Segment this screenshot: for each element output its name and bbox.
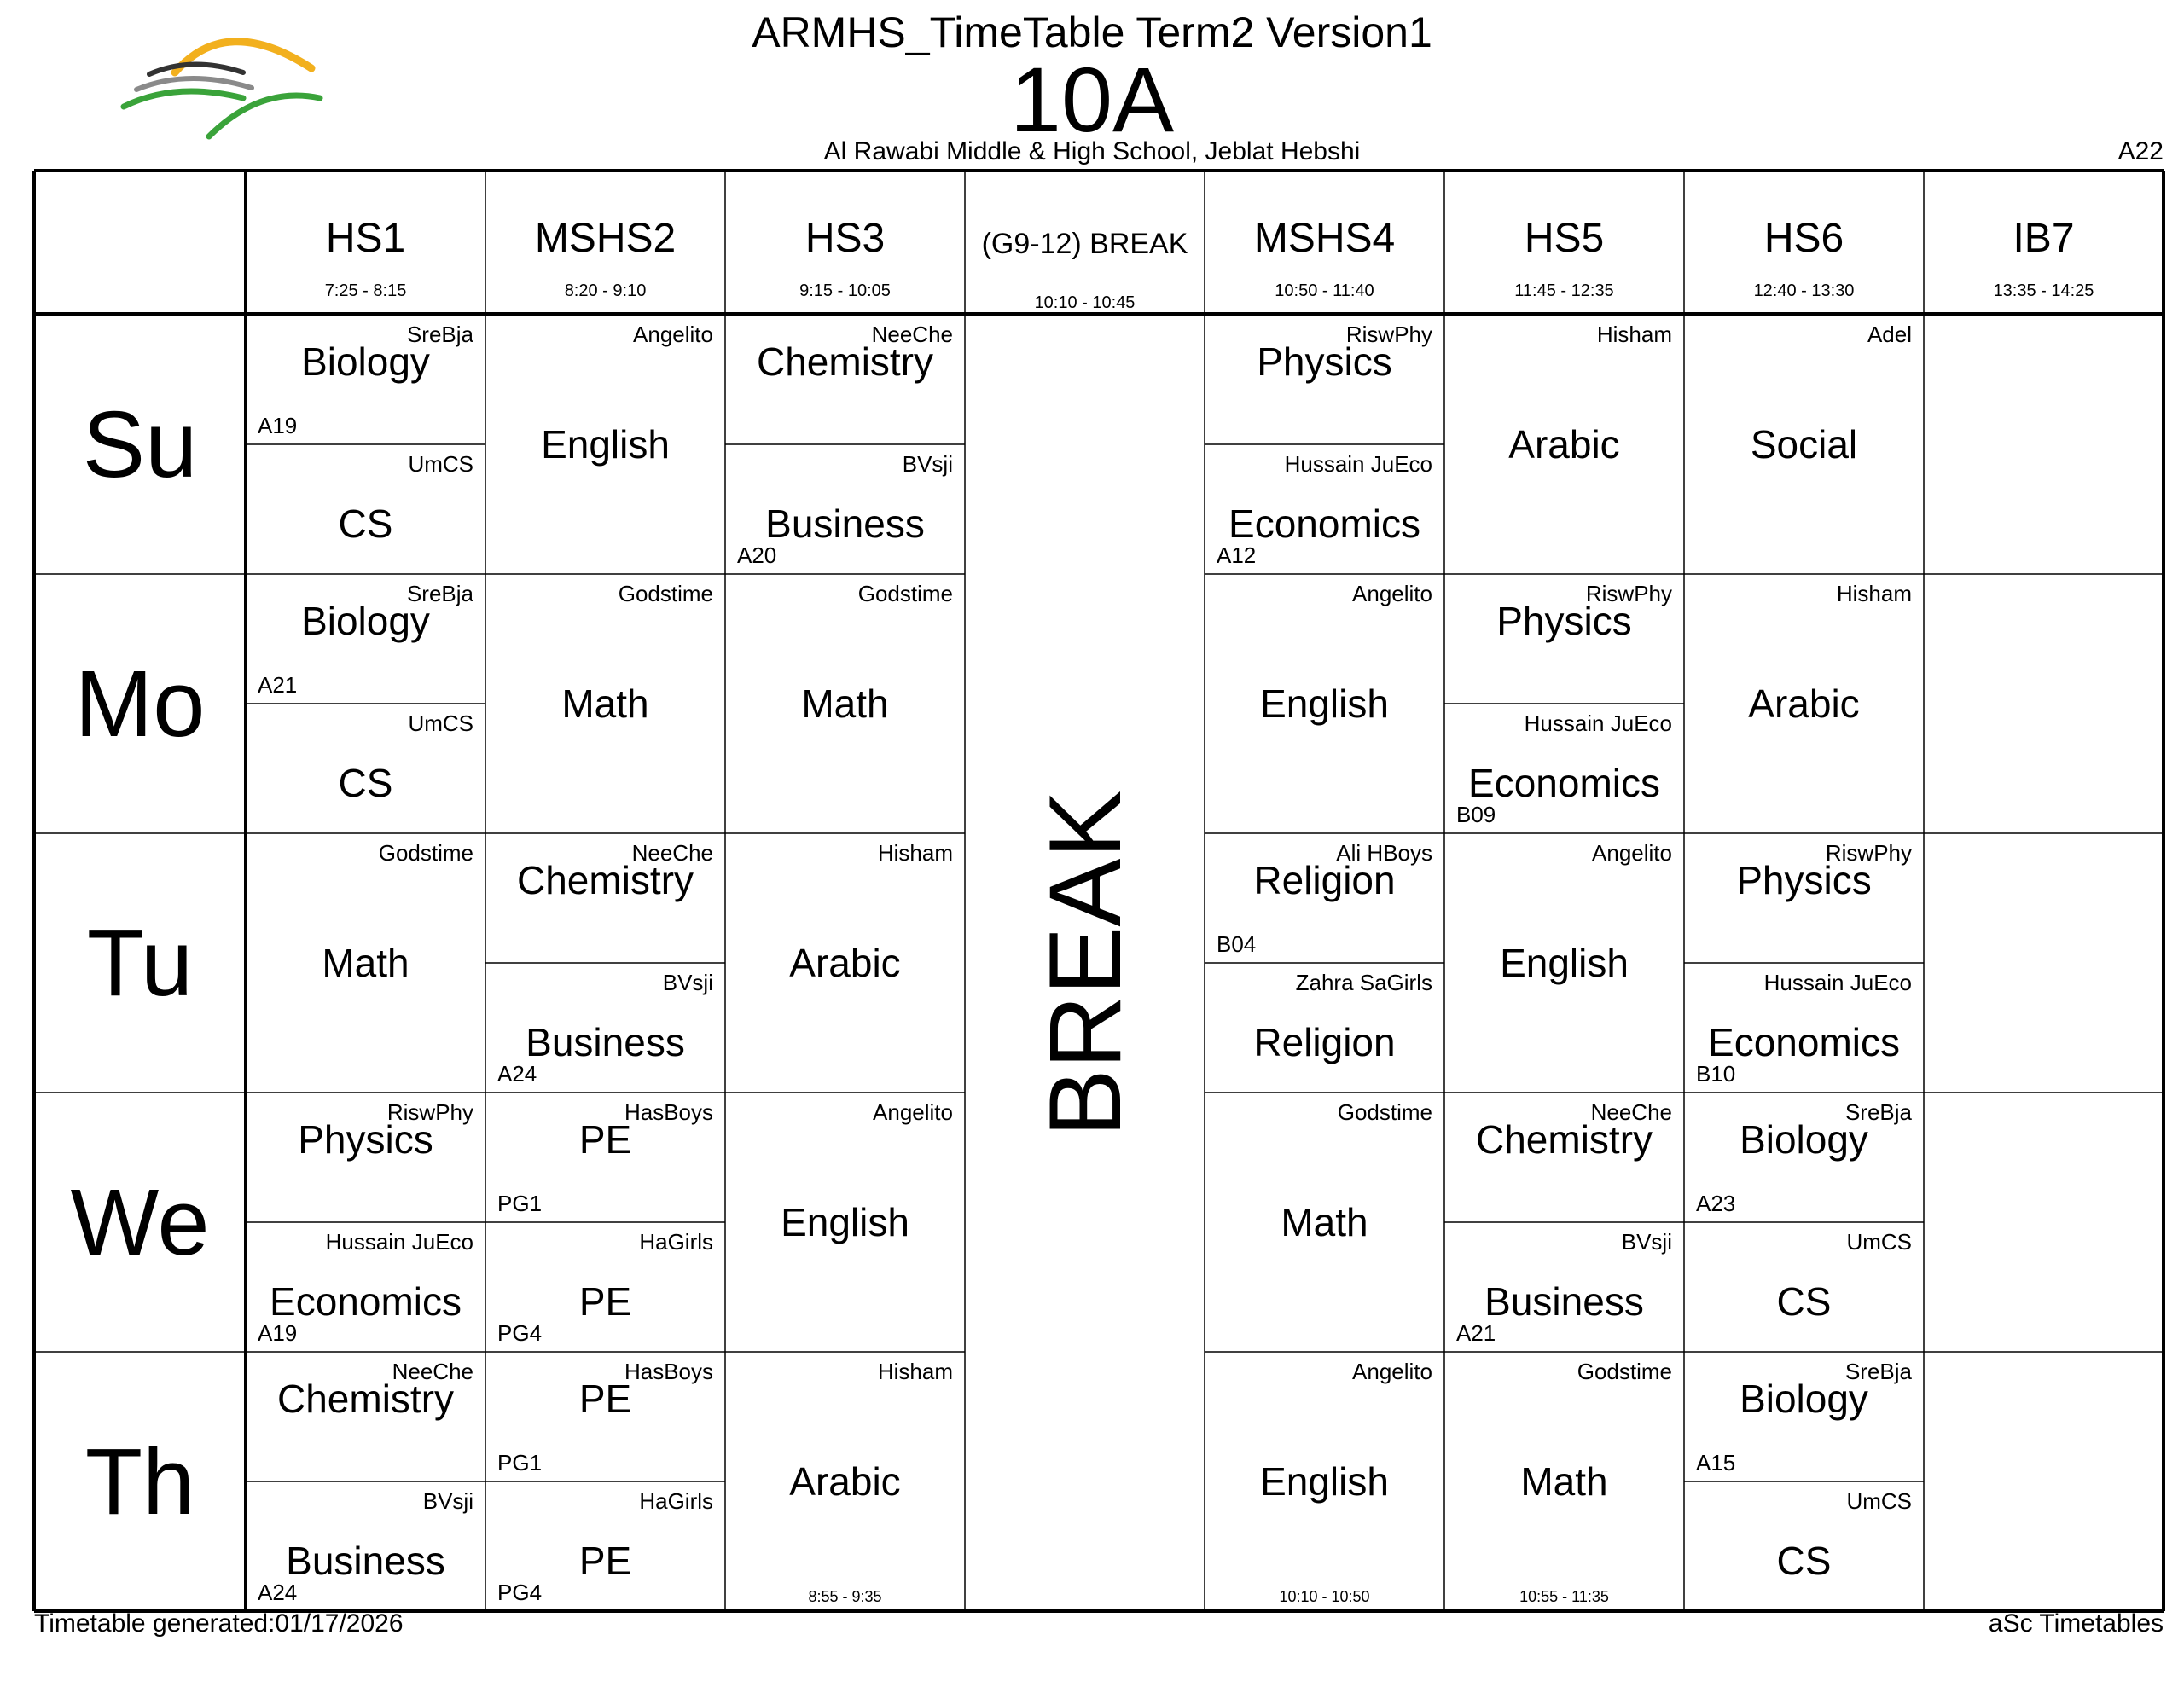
lesson-cell[interactable] xyxy=(1205,833,1444,963)
lesson-teacher: Godstime xyxy=(618,581,713,606)
lesson-cell[interactable] xyxy=(246,1093,485,1222)
lesson-teacher: RiswPhy xyxy=(1825,840,1912,866)
period-name: HS3 xyxy=(804,216,886,261)
lesson-subject: English xyxy=(541,422,670,467)
lesson-subject: Economics xyxy=(1228,501,1420,546)
lesson-room: A21 xyxy=(1456,1320,1496,1346)
lesson-subject: Social xyxy=(1750,422,1858,467)
lesson-cell[interactable] xyxy=(725,1352,965,1611)
period-time: 9:15 - 10:05 xyxy=(799,281,891,300)
lesson-subject: Economics xyxy=(1708,1020,1900,1064)
lesson-teacher: RiswPhy xyxy=(1585,581,1672,606)
lesson-teacher: Hisham xyxy=(1836,581,1912,606)
lesson-teacher: Zahra SaGirls xyxy=(1295,970,1432,995)
lesson-room: B10 xyxy=(1696,1061,1736,1087)
lesson-subject: Math xyxy=(322,941,410,985)
lesson-room: A24 xyxy=(258,1580,298,1605)
lesson-room: A12 xyxy=(1217,542,1257,568)
lesson-teacher: Angelito xyxy=(1352,1359,1432,1384)
lesson-teacher: Ali HBoys xyxy=(1336,840,1432,866)
period-time: 7:25 - 8:15 xyxy=(324,281,407,300)
lesson-cell[interactable] xyxy=(246,1222,485,1352)
lesson-cell[interactable] xyxy=(246,1481,485,1611)
lesson-cell[interactable] xyxy=(1444,704,1684,833)
lesson-subject: Biology xyxy=(301,339,430,384)
lesson-cell[interactable] xyxy=(1684,1352,1924,1481)
brand-label: aSc Timetables xyxy=(1988,1609,2164,1638)
lesson-subject: CS xyxy=(1776,1539,1832,1583)
lesson-subject: English xyxy=(1260,1459,1389,1504)
day-label-th: Th xyxy=(84,1429,195,1534)
lesson-subject: Physics xyxy=(298,1117,433,1162)
lesson-teacher: Hussain JuEco xyxy=(1524,710,1672,736)
lesson-teacher: Angelito xyxy=(1592,840,1672,866)
lesson-room: PG1 xyxy=(497,1191,543,1216)
lesson-time: 8:55 - 9:35 xyxy=(808,1588,882,1605)
lesson-subject: Arabic xyxy=(789,941,901,985)
lesson-subject: Chemistry xyxy=(516,858,694,902)
lesson-teacher: Godstime xyxy=(1577,1359,1672,1384)
lesson-cell[interactable] xyxy=(1444,1222,1684,1352)
lesson-teacher: Hussain JuEco xyxy=(325,1229,473,1255)
lesson-room: A15 xyxy=(1696,1450,1736,1475)
break-label: BREAK xyxy=(1027,790,1142,1138)
lesson-subject: English xyxy=(1260,681,1389,726)
lesson-subject: Physics xyxy=(1496,599,1632,643)
lesson-subject: PE xyxy=(578,1279,632,1324)
day-label-we: We xyxy=(70,1169,210,1275)
lesson-room: A19 xyxy=(258,413,298,438)
lesson-cell[interactable] xyxy=(1684,963,1924,1093)
lesson-cell[interactable] xyxy=(1444,833,1684,1093)
lesson-cell[interactable] xyxy=(1684,315,1924,574)
lesson-teacher: RiswPhy xyxy=(1345,322,1432,347)
lesson-subject: Chemistry xyxy=(1475,1117,1653,1162)
lesson-subject: PE xyxy=(578,1117,632,1162)
lesson-teacher: BVsji xyxy=(1621,1229,1672,1255)
lesson-teacher: Hisham xyxy=(877,1359,953,1384)
period-name: HS6 xyxy=(1763,216,1844,261)
lesson-teacher: Angelito xyxy=(633,322,713,347)
lesson-cell[interactable] xyxy=(485,1222,725,1352)
lesson-subject: Business xyxy=(765,501,925,546)
lesson-cell[interactable] xyxy=(485,574,725,833)
lesson-subject: Physics xyxy=(1736,858,1872,902)
lesson-cell[interactable] xyxy=(1205,1093,1444,1352)
period-time: 10:10 - 10:45 xyxy=(1034,293,1136,312)
period-header-hs3 xyxy=(725,171,965,313)
lesson-cell[interactable] xyxy=(1444,1352,1684,1611)
lesson-subject: Biology xyxy=(1740,1117,1868,1162)
lesson-subject: Biology xyxy=(1740,1377,1868,1421)
period-name: (G9-12) BREAK xyxy=(981,228,1188,260)
lesson-cell[interactable] xyxy=(1684,1093,1924,1222)
school-name: Al Rawabi Middle & High School, Jeblat Hebshi xyxy=(823,137,1361,165)
lesson-cell[interactable] xyxy=(246,704,485,833)
lesson-room: A23 xyxy=(1696,1191,1736,1216)
timetable-title: ARMHS_TimeTable Term2 Version1 xyxy=(752,9,1432,56)
lesson-cell[interactable] xyxy=(246,833,485,1093)
period-time: 12:40 - 13:30 xyxy=(1753,281,1855,300)
lesson-subject: Math xyxy=(801,681,889,726)
lesson-cell[interactable] xyxy=(485,1352,725,1481)
lesson-cell[interactable] xyxy=(1444,1093,1684,1222)
lesson-teacher: NeeChe xyxy=(392,1359,473,1384)
lesson-teacher: SreBja xyxy=(406,322,473,347)
lesson-teacher: HasBoys xyxy=(624,1359,713,1384)
period-time: 8:20 - 9:10 xyxy=(564,281,647,300)
period-header-mshs2 xyxy=(485,171,725,313)
lesson-teacher: Hisham xyxy=(877,840,953,866)
lesson-cell[interactable] xyxy=(1205,444,1444,574)
lesson-teacher: SreBja xyxy=(1844,1359,1912,1384)
lesson-room: A19 xyxy=(258,1320,298,1346)
lesson-cell[interactable] xyxy=(485,315,725,574)
lesson-teacher: Adel xyxy=(1867,322,1912,347)
period-time: 13:35 - 14:25 xyxy=(1993,281,2094,300)
period-header-hs6 xyxy=(1684,171,1924,313)
lesson-cell[interactable] xyxy=(725,574,965,833)
lesson-cell[interactable] xyxy=(1205,963,1444,1093)
lesson-subject: Biology xyxy=(301,599,430,643)
generated-date: Timetable generated:01/17/2026 xyxy=(34,1609,404,1638)
day-label-mo: Mo xyxy=(74,651,206,757)
class-name: 10A xyxy=(1009,48,1175,151)
home-room: A22 xyxy=(2117,137,2164,165)
lesson-room: A20 xyxy=(737,542,777,568)
lesson-subject: PE xyxy=(578,1539,632,1583)
lesson-teacher: UmCS xyxy=(1846,1229,1912,1255)
lesson-subject: Math xyxy=(1281,1200,1368,1244)
lesson-cell[interactable] xyxy=(725,315,965,444)
lesson-subject: English xyxy=(781,1200,909,1244)
lesson-teacher: UmCS xyxy=(408,710,473,736)
lesson-subject: Chemistry xyxy=(276,1377,455,1421)
lesson-teacher: UmCS xyxy=(1846,1488,1912,1514)
lesson-room: B04 xyxy=(1217,931,1257,957)
lesson-teacher: Godstime xyxy=(378,840,473,866)
day-label-su: Su xyxy=(82,391,198,497)
lesson-cell[interactable] xyxy=(1684,1222,1924,1352)
lesson-teacher: HaGirls xyxy=(639,1488,713,1514)
lesson-subject: CS xyxy=(338,761,393,805)
lesson-cell[interactable] xyxy=(1205,1352,1444,1611)
period-name: HS1 xyxy=(325,216,406,261)
lesson-cell[interactable] xyxy=(246,315,485,444)
lesson-teacher: Hussain JuEco xyxy=(1763,970,1912,995)
period-header-mshs4 xyxy=(1205,171,1444,313)
lesson-teacher: BVsji xyxy=(422,1488,473,1514)
lesson-subject: Religion xyxy=(1253,1020,1396,1064)
lesson-subject: Religion xyxy=(1253,858,1396,902)
period-name: HS5 xyxy=(1524,216,1605,261)
lesson-room: PG4 xyxy=(497,1580,543,1605)
lesson-teacher: NeeChe xyxy=(871,322,953,347)
lesson-teacher: BVsji xyxy=(902,451,953,477)
lesson-teacher: SreBja xyxy=(1844,1099,1912,1125)
lesson-subject: Physics xyxy=(1257,339,1392,384)
lesson-time: 10:10 - 10:50 xyxy=(1279,1588,1370,1605)
period-name: MSHS2 xyxy=(534,216,677,261)
lesson-cell[interactable] xyxy=(246,444,485,574)
lesson-subject: Business xyxy=(286,1539,445,1583)
lesson-cell[interactable] xyxy=(485,833,725,963)
period-header-hs1 xyxy=(246,171,485,313)
lesson-teacher: SreBja xyxy=(406,581,473,606)
break-column xyxy=(965,316,1205,1612)
lesson-subject: Arabic xyxy=(1748,681,1860,726)
lesson-room: PG1 xyxy=(497,1450,543,1475)
lesson-teacher: Angelito xyxy=(873,1099,953,1125)
lesson-time: 10:55 - 11:35 xyxy=(1519,1588,1609,1605)
lesson-subject: Arabic xyxy=(1508,422,1620,467)
lesson-teacher: NeeChe xyxy=(631,840,713,866)
lesson-teacher: Hussain JuEco xyxy=(1284,451,1432,477)
lesson-subject: Math xyxy=(561,681,649,726)
period-name: MSHS4 xyxy=(1253,216,1396,261)
lesson-teacher: NeeChe xyxy=(1590,1099,1672,1125)
lesson-cell[interactable] xyxy=(1205,315,1444,444)
period-name: IB7 xyxy=(2013,216,2075,261)
lesson-cell[interactable] xyxy=(246,1352,485,1481)
lesson-subject: Business xyxy=(1484,1279,1644,1324)
lesson-cell[interactable] xyxy=(1684,574,1924,833)
period-header-hs5 xyxy=(1444,171,1684,313)
lesson-cell[interactable] xyxy=(1205,574,1444,833)
period-header-ib7 xyxy=(1924,171,2164,313)
lesson-teacher: Godstime xyxy=(1337,1099,1432,1125)
lesson-subject: PE xyxy=(578,1377,632,1421)
lesson-cell[interactable] xyxy=(725,444,965,574)
lesson-room: B09 xyxy=(1456,802,1496,827)
day-label-tu: Tu xyxy=(86,910,194,1016)
lesson-teacher: Godstime xyxy=(857,581,953,606)
lesson-subject: Economics xyxy=(1468,761,1660,805)
lesson-cell[interactable] xyxy=(1444,315,1684,574)
lesson-cell[interactable] xyxy=(485,963,725,1093)
lesson-cell[interactable] xyxy=(725,833,965,1093)
lesson-teacher: UmCS xyxy=(408,451,473,477)
period-time: 11:45 - 12:35 xyxy=(1514,281,1614,300)
lesson-subject: Business xyxy=(526,1020,685,1064)
lesson-teacher: BVsji xyxy=(662,970,713,995)
lesson-teacher: HaGirls xyxy=(639,1229,713,1255)
lesson-subject: CS xyxy=(1776,1279,1832,1324)
lesson-teacher: Hisham xyxy=(1596,322,1672,347)
lesson-subject: Chemistry xyxy=(756,339,934,384)
lesson-subject: CS xyxy=(338,501,393,546)
lesson-room: A24 xyxy=(497,1061,537,1087)
lesson-cell[interactable] xyxy=(485,1093,725,1222)
period-time: 10:50 - 11:40 xyxy=(1275,281,1374,300)
lesson-room: PG4 xyxy=(497,1320,543,1346)
lesson-cell[interactable] xyxy=(1684,833,1924,963)
lesson-subject: Math xyxy=(1520,1459,1608,1504)
lesson-teacher: RiswPhy xyxy=(386,1099,473,1125)
lesson-teacher: Angelito xyxy=(1352,581,1432,606)
lesson-subject: English xyxy=(1500,941,1629,985)
lesson-cell[interactable] xyxy=(725,1093,965,1352)
lesson-cell[interactable] xyxy=(246,574,485,704)
lesson-cell[interactable] xyxy=(1444,574,1684,704)
lesson-room: A21 xyxy=(258,672,298,698)
lesson-teacher: HasBoys xyxy=(624,1099,713,1125)
lesson-subject: Economics xyxy=(270,1279,462,1324)
period-header-break xyxy=(965,171,1205,313)
lesson-subject: Arabic xyxy=(789,1459,901,1504)
lesson-cell[interactable] xyxy=(1684,1481,1924,1611)
lesson-cell[interactable] xyxy=(485,1481,725,1611)
